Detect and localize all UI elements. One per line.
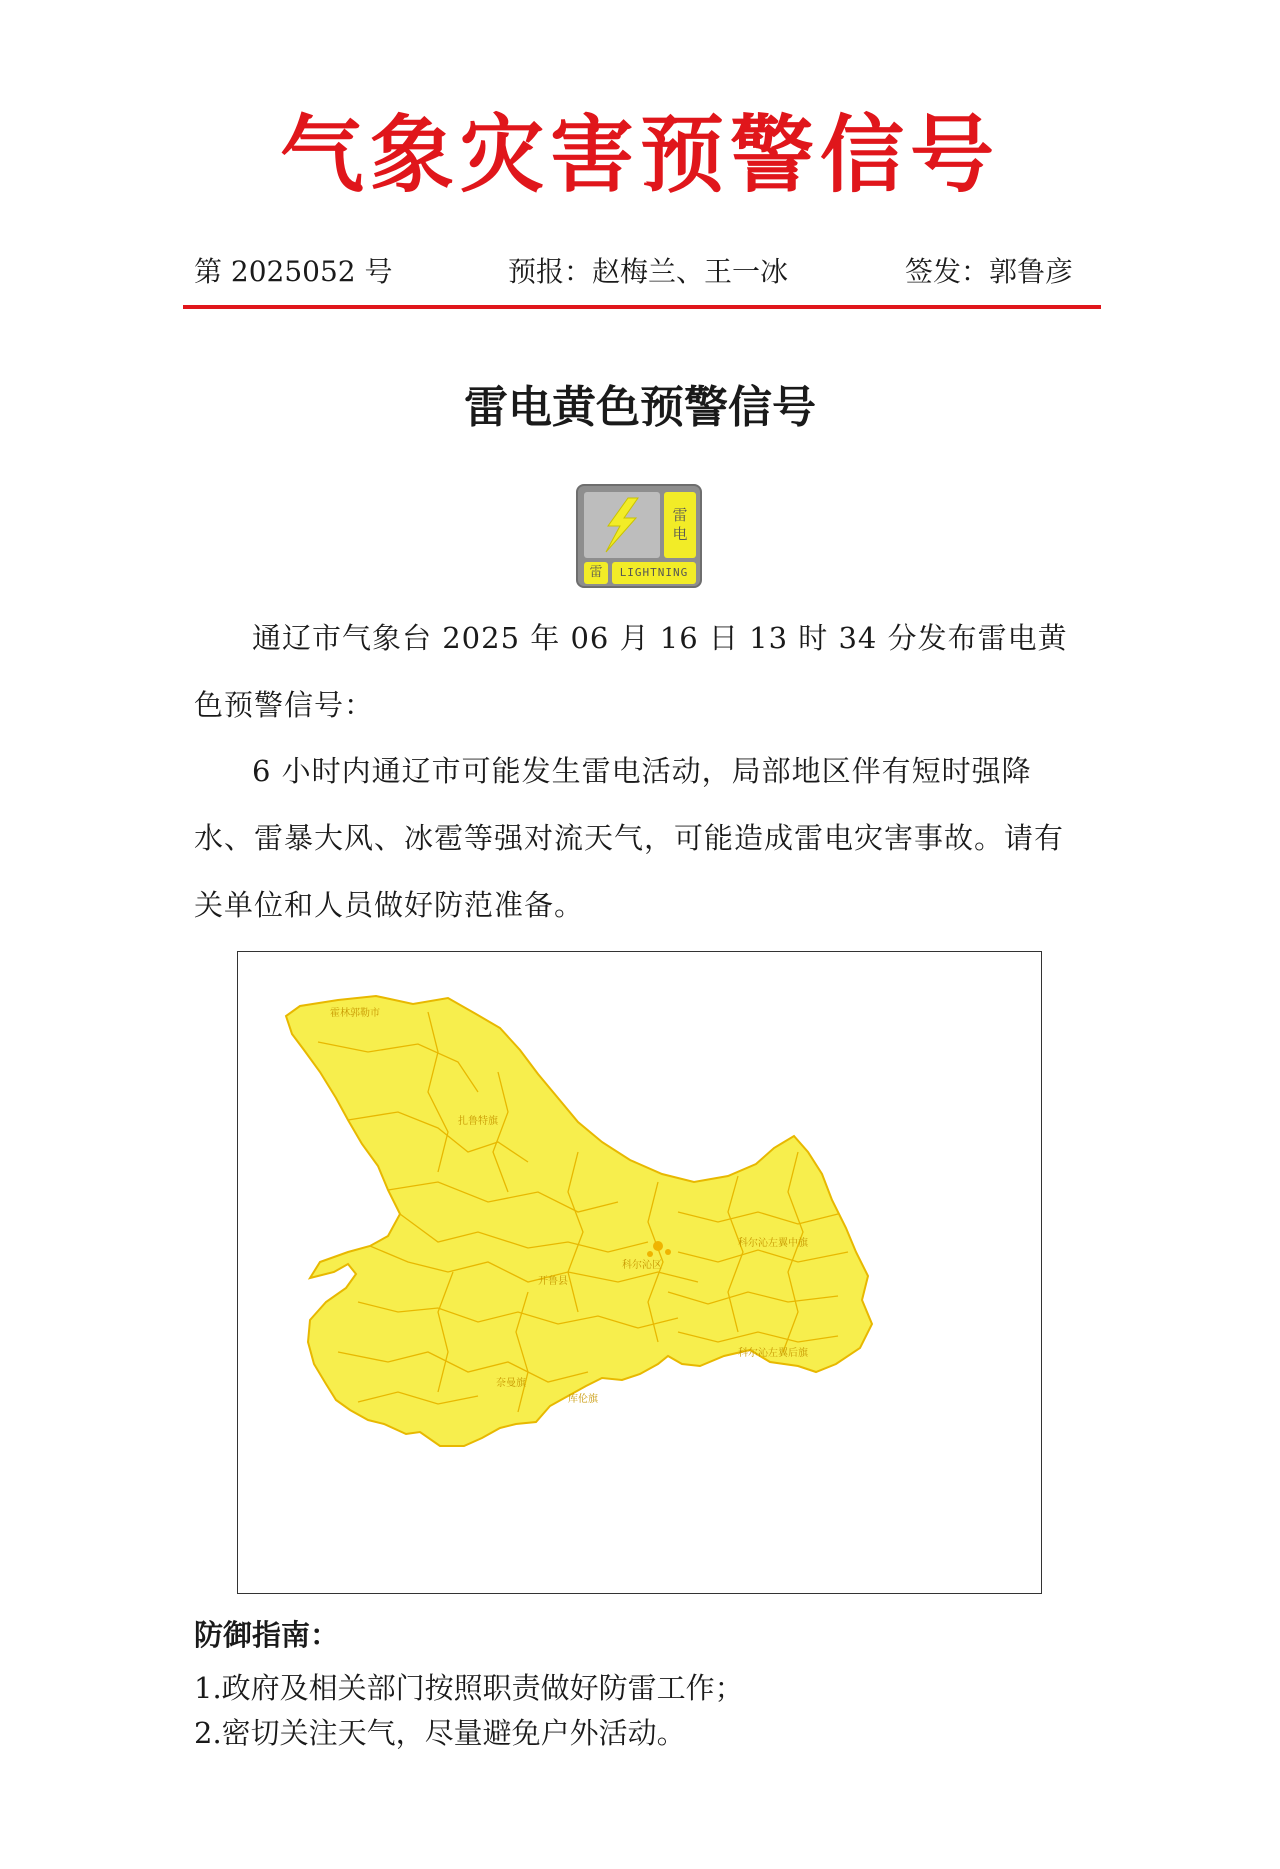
paragraph-description: 6 小时内通辽市可能发生雷电活动，局部地区伴有短时强降水、雷暴大风、冰雹等强对流天气，可能造成雷电灾害事故。请有关单位和人员做好防范准备。 — [194, 754, 1065, 922]
map-label-2: 科尔沁左翼中旗 — [738, 1238, 808, 1249]
forecasters: 预报：赵梅兰、王一冰 — [508, 255, 789, 288]
red-divider — [183, 305, 1101, 309]
document-title: 气象灾害预警信号 — [279, 105, 1000, 204]
map-label-1: 扎鲁特旗 — [458, 1116, 498, 1127]
lightning-bolt-icon — [584, 492, 660, 558]
badge-side-bottom: 电 — [672, 525, 688, 543]
badge-side-panel — [664, 492, 696, 558]
map-label-7: 库伦旗 — [568, 1394, 598, 1405]
map-label-4: 科尔沁区 — [622, 1260, 662, 1271]
warning-area-map — [237, 951, 1042, 1594]
map-label-0: 霍林郭勒市 — [330, 1008, 380, 1019]
paragraph-issuance: 通辽市气象台 2025 年 06 月 16 日 13 时 34 分发布雷电黄色预警信号： — [194, 621, 1068, 722]
guide-item-1: 1.政府及相关部门按照职责做好防雷工作； — [194, 1671, 744, 1705]
badge-english-label: LIGHTNING — [612, 562, 696, 584]
guide-item-2: 2.密切关注天气，尽量避免户外活动。 — [194, 1716, 686, 1750]
map-label-3: 开鲁县 — [538, 1276, 568, 1287]
lightning-warning-icon — [576, 484, 702, 588]
signal-title: 雷电黄色预警信号 — [464, 382, 816, 433]
issue-number: 第 2025052 号 — [194, 255, 393, 288]
map-label-6: 奈曼旗 — [496, 1378, 526, 1389]
map-label-5: 科尔沁左翼后旗 — [738, 1348, 808, 1359]
issuer: 签发：郭鲁彦 — [905, 255, 1074, 288]
badge-main-panel — [584, 492, 660, 558]
guide-title: 防御指南： — [194, 1618, 340, 1652]
map-svg — [238, 952, 1043, 1595]
badge-mini-label: 雷 — [584, 562, 608, 584]
badge-side-top: 雷 — [672, 506, 688, 524]
